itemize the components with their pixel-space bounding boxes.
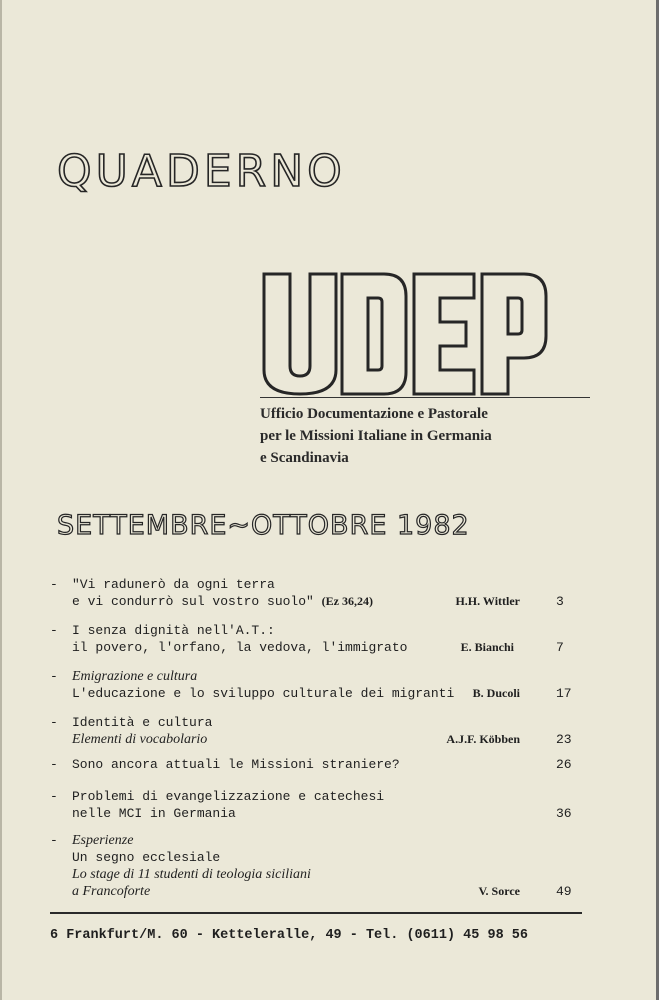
udep-logo (260, 270, 550, 398)
bullet-dash: - (50, 623, 58, 638)
toc-author: V. Sorce (478, 884, 520, 898)
toc-author: E. Bianchi (460, 640, 514, 654)
organization-line: e Scandinavia (260, 450, 349, 466)
logo-underline (260, 397, 590, 398)
toc-reference: (Ez 36,24) (321, 594, 373, 608)
toc-entry-line: Problemi di evangelizzazione e catechesi (72, 789, 385, 804)
toc-section-label: Emigrazione e cultura (72, 669, 198, 684)
toc-entry-line: L'educazione e lo sviluppo culturale dei migranti (72, 686, 455, 701)
toc-entry[interactable] (50, 622, 590, 656)
bullet-dash: - (50, 715, 58, 730)
organization-line: Ufficio Documentazione e Pastorale (260, 406, 488, 422)
toc-subtitle: Lo stage di 11 studenti di teologia siciliani (72, 867, 311, 882)
issue-date: SETTEMBRE~OTTOBRE 1982 (57, 510, 470, 541)
toc-entry-line: il povero, l'orfano, la vedova, l'immigrato (72, 640, 408, 655)
toc-entry-line: Identità e cultura (72, 715, 213, 730)
toc-entry[interactable] (50, 788, 590, 822)
footer-divider (50, 912, 582, 914)
toc-subtitle: Elementi di vocabolario (72, 732, 208, 747)
toc-entry[interactable] (50, 576, 590, 610)
toc-entry-line: Sono ancora attuali le Missioni straniere? (72, 757, 400, 772)
toc-page-number: 36 (556, 806, 572, 821)
toc-page-number: 17 (556, 686, 572, 701)
toc-page-number: 23 (556, 732, 572, 747)
organization-block (260, 403, 492, 469)
footer-address: 6 Frankfurt/M. 60 - Ketteleralle, 49 - Tel. (0611) 45 98 56 (50, 928, 528, 943)
toc-entry[interactable] (50, 668, 590, 702)
toc-entry[interactable] (50, 756, 590, 773)
toc-entry-line: "Vi radunerò da ogni terra (72, 577, 275, 592)
bullet-dash: - (50, 577, 58, 592)
bullet-dash: - (50, 757, 58, 772)
toc-page-number: 26 (556, 757, 572, 772)
organization-line: per le Missioni Italiane in Germania (260, 428, 492, 444)
toc-author: B. Ducoli (472, 686, 520, 700)
toc-author: H.H. Wittler (455, 594, 520, 608)
toc-entry-line: Un segno ecclesiale (72, 850, 221, 865)
toc-page-number: 7 (556, 640, 564, 655)
toc-entry-line: nelle MCI in Germania (72, 806, 236, 821)
toc-author: A.J.F. Köbben (446, 732, 520, 746)
bullet-dash: - (50, 789, 58, 804)
toc-section-label: Esperienze (72, 833, 134, 848)
toc-subtitle: a Francoforte (72, 884, 151, 899)
bullet-dash: - (50, 669, 58, 684)
toc-page-number: 49 (556, 884, 572, 899)
magazine-title: QUADERNO (57, 146, 346, 197)
toc-entry-line: e vi condurrò sul vostro suolo" (72, 594, 314, 609)
toc-entry-line: I senza dignità nell'A.T.: (72, 623, 275, 638)
toc-entry[interactable] (50, 714, 590, 748)
toc-page-number: 3 (556, 594, 564, 609)
bullet-dash: - (50, 833, 58, 848)
toc-entry[interactable] (50, 832, 590, 900)
